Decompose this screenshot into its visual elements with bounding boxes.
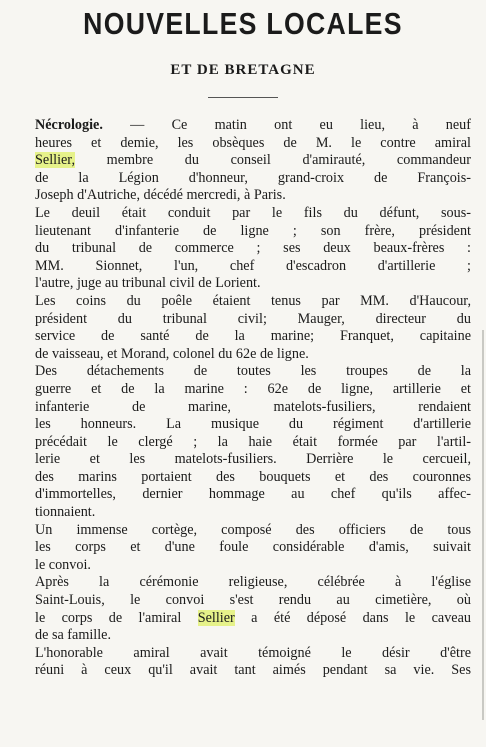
text-line: de la Légion d'honneur, grand-croix de François- xyxy=(35,169,471,186)
text-line: Le deuil était conduit par le fils du défunt, sous- xyxy=(35,204,471,221)
text-line: heures et demie, les obsèques de M. le contre amiral xyxy=(35,134,471,151)
text-line: précédait le clergé ; la haie était formée par l'artil- xyxy=(35,433,471,450)
column-edge-shadow xyxy=(482,330,484,720)
article-lead: Nécrologie. xyxy=(35,117,103,133)
text-line: l'autre, juge au tribunal civil de Lorient. xyxy=(35,275,261,292)
text-line: président du tribunal civil; Mauger, directeur du xyxy=(35,310,471,327)
text-line: lieutenant d'infanterie de ligne ; son frère, président xyxy=(35,222,471,239)
search-highlight: Sellier, xyxy=(35,152,76,169)
text-line xyxy=(25,610,471,628)
text-line: de vaisseau, et Morand, colonel du 62e de ligne. xyxy=(35,345,309,362)
text-line: service de santé de la marine; Franquet, capitaine xyxy=(35,328,471,345)
text-line: Un immense cortège, composé des officiers de tous xyxy=(35,521,471,538)
text-span: — Ce matin ont eu lieu, à neuf xyxy=(102,117,471,133)
text-line: lerie et les matelots-fusiliers. Derrière le cercueil, xyxy=(35,451,471,468)
text-line: MM. Sionnet, l'un, chef d'escadron d'artillerie ; xyxy=(35,257,471,274)
paragraph-5 xyxy=(25,522,471,575)
search-highlight: Sellier xyxy=(197,609,235,626)
paragraph-3 xyxy=(25,293,471,363)
article-body xyxy=(25,117,471,680)
text-span: le corps de l'amiral xyxy=(35,609,198,626)
paragraph-6 xyxy=(25,574,471,644)
text-line: tionnaient. xyxy=(35,504,96,521)
text-line: du tribunal de commerce ; ses deux beaux-frères : xyxy=(35,240,471,257)
text-line: d'immortelles, dernier hommage au chef qu'ils affec- xyxy=(35,486,471,503)
paragraph-2 xyxy=(25,205,471,293)
text-line: Joseph d'Autriche, décédé mercredi, à Paris. xyxy=(35,187,286,204)
text-line: les honneurs. La musique du régiment d'artillerie xyxy=(35,416,471,433)
paragraph-1 xyxy=(25,117,471,205)
text-line: des marins portaient des bouquets et des couronnes xyxy=(35,468,471,485)
text-line: Saint-Louis, le convoi s'est rendu au cimetière, où xyxy=(35,592,471,609)
paragraph-7 xyxy=(25,645,471,680)
text-line xyxy=(25,117,471,135)
text-span: membre du conseil d'amirauté, commandeur xyxy=(75,152,471,169)
text-line: Les coins du poêle étaient tenus par MM. d'Haucour, xyxy=(35,292,471,309)
text-line: Des détachements de toutes les troupes de la xyxy=(35,363,471,380)
text-line: de sa famille. xyxy=(35,627,112,644)
text-line: le convoi. xyxy=(35,556,91,573)
text-line: les corps et d'une foule considérable d'amis, suivait xyxy=(35,539,471,556)
section-title: NOUVELLES LOCALES xyxy=(83,6,403,41)
text-line: guerre et de la marine : 62e de ligne, artillerie et xyxy=(35,380,471,397)
text-line xyxy=(25,152,471,170)
text-line: infanterie de marine, matelots-fusiliers, rendaient xyxy=(35,398,471,415)
paragraph-4 xyxy=(25,363,471,521)
section-subtitle: ET DE BRETAGNE xyxy=(170,62,316,78)
text-span: a été déposé dans le caveau xyxy=(234,609,471,626)
text-line: réuni à ceux qu'il avait tant aimés pendant sa vie. Ses xyxy=(35,662,471,679)
title-divider xyxy=(208,97,278,98)
text-line: Après la cérémonie religieuse, célébrée à l'église xyxy=(35,574,471,591)
text-line: L'honorable amiral avait témoigné le désir d'être xyxy=(35,644,471,661)
